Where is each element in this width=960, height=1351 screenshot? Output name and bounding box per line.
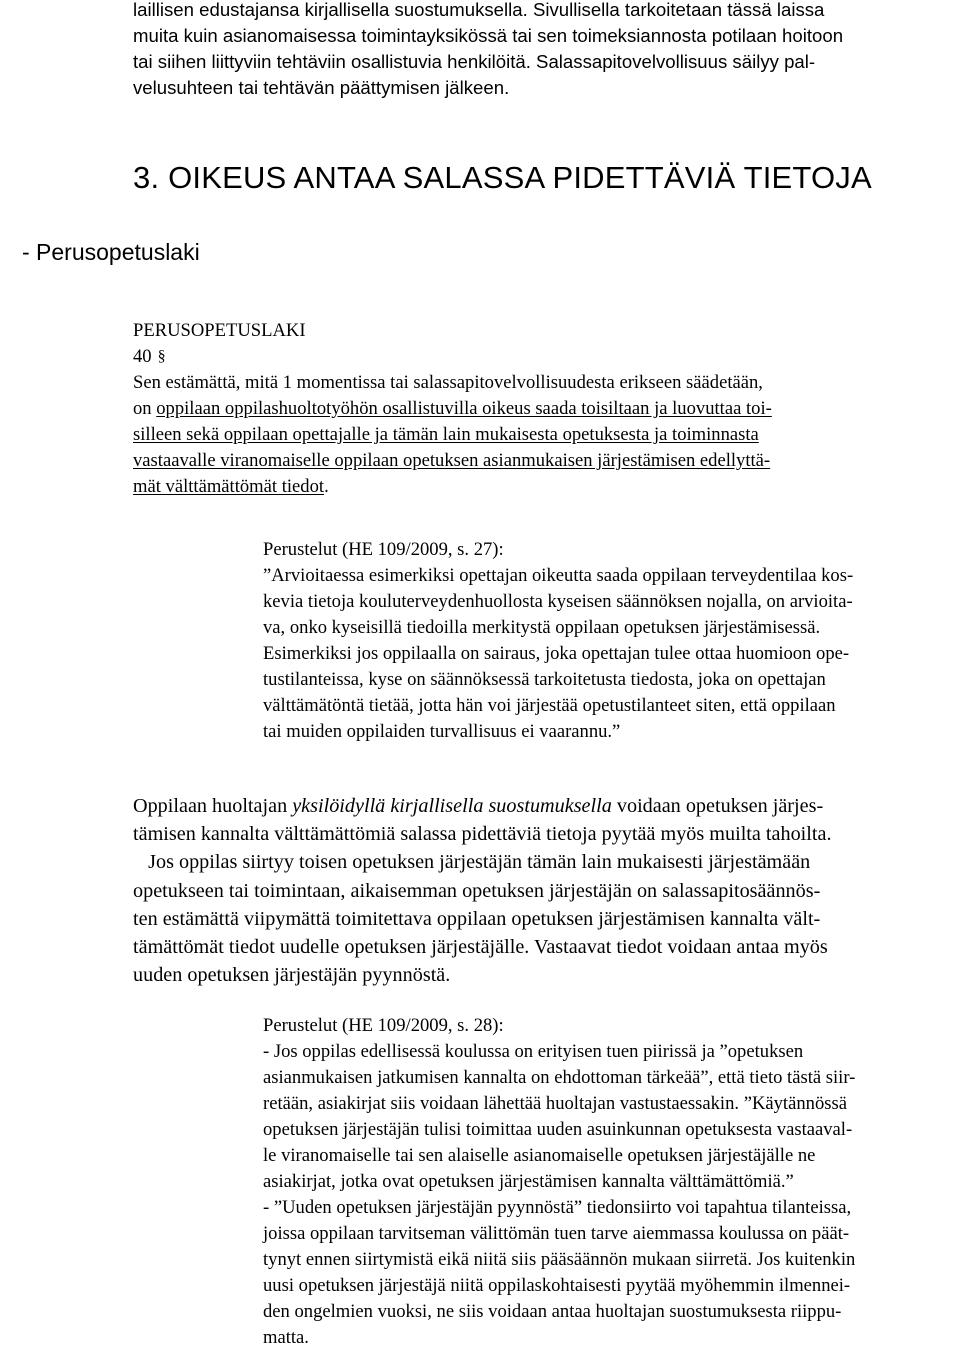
paragraph-line: tämisen kannalta välttämättömiä salassa pidettäviä tietoja pyytää myös muilta tahoilta. — [133, 823, 832, 846]
law-text-fragment: . — [324, 476, 329, 497]
basis-line: kevia tietoja kouluterveydenhuollosta kyseisen säännöksen nojalla, on arvioita- — [263, 591, 853, 612]
intro-paragraph — [133, 0, 843, 101]
paragraph-line: uuden opetuksen järjestäjän pyynnöstä. — [133, 964, 451, 987]
basis-line: tustilanteissa, kyse on säännöksessä tarkoitetusta tiedosta, joka on opettajan — [263, 669, 826, 690]
law-text-line: silleen sekä oppilaan opettajalle ja tämän lain mukaisesta opetuksesta ja toiminnasta — [133, 424, 759, 445]
sub-heading: - Perusopetuslaki — [22, 239, 200, 265]
law-excerpt — [133, 318, 772, 500]
basis-quote-27 — [263, 537, 853, 745]
section-number: 40 — [133, 346, 152, 367]
basis-line: va, onko kyseisillä tiedoilla merkitystä oppilaan opetuksen järjestämisessä. — [263, 617, 821, 638]
basis-line: - Jos oppilas edellisessä koulussa on erityisen tuen piirissä ja ”opetuksen — [263, 1041, 804, 1062]
section-sign: § — [157, 348, 166, 365]
law-text-fragment: on — [133, 398, 157, 419]
basis-line: uusi opetuksen järjestäjä niitä oppilaskohtaisesti pyytää myöhemmin ilmennei- — [263, 1275, 851, 1296]
paragraph-line — [133, 792, 832, 820]
basis-quote-28 — [263, 1013, 855, 1351]
intro-line: velusuhteen tai tehtävän päättymisen jälkeen. — [133, 77, 510, 98]
basis-title: Perustelut (HE 109/2009, s. 28): — [263, 1015, 504, 1036]
basis-title: Perustelut (HE 109/2009, s. 27): — [263, 539, 504, 560]
basis-line: opetuksen järjestäjän tulisi toimittaa uuden asuinkunnan opetuksesta vastaaval- — [263, 1119, 853, 1140]
law-text-line — [133, 474, 772, 500]
intro-line: laillisen edustajansa kirjallisella suostumuksella. Sivullisella tarkoitetaan tässä laissa — [133, 0, 825, 20]
basis-line: Esimerkiksi jos oppilaalla on sairaus, joka opettajan tulee ottaa huomioon ope- — [263, 643, 850, 664]
basis-line: retään, asiakirjat siis voidaan lähettää huoltajan vastustaessakin. ”Käytännössä — [263, 1093, 847, 1114]
basis-line: ”Arvioitaessa esimerkiksi opettajan oikeutta saada oppilaan terveydentilaa kos- — [263, 565, 854, 586]
paragraph-fragment: Oppilaan huoltajan — [133, 795, 293, 817]
basis-line: asiakirjat, jotka ovat opetuksen järjestämisen kannalta välttämättömiä.” — [263, 1171, 794, 1192]
law-text-underlined: mät välttämättömät tiedot — [133, 476, 325, 497]
main-paragraph — [133, 792, 832, 989]
paragraph-line: Jos oppilas siirtyy toisen opetuksen järjestäjän tämän lain mukaisesti järjestämään — [133, 851, 811, 874]
paragraph-line: opetukseen tai toimintaan, aikaisemman opetuksen järjestäjän on salassapitosäännös- — [133, 879, 821, 902]
basis-line: välttämätöntä tietää, jotta hän voi järjestää opetustilanteet siten, että oppilaan — [263, 695, 836, 716]
basis-line: - ”Uuden opetuksen järjestäjän pyynnöstä” tiedonsiirto voi tapahtua tilanteissa, — [263, 1197, 852, 1218]
law-text-line — [133, 396, 772, 422]
paragraph-italic: yksilöidyllä kirjallisella suostumuksella — [292, 795, 612, 817]
basis-line: joissa oppilaan tarvitseman välittömän tuen tarve aiemmassa koulussa on päät- — [263, 1223, 850, 1244]
law-section — [133, 344, 772, 370]
basis-line: tai muiden oppilaiden turvallisuus ei vaarannu.” — [263, 721, 621, 742]
basis-line: den ongelmien vuoksi, ne siis voidaan antaa huoltajan suostumuksesta riippu- — [263, 1301, 842, 1322]
paragraph-fragment: voidaan opetuksen järjes- — [611, 795, 824, 817]
basis-line: tynyt ennen siirtymistä eikä niitä siis pääsäännön mukaan siirretä. Jos kuitenkin — [263, 1249, 856, 1270]
law-text-line: Sen estämättä, mitä 1 momentissa tai salassapitovelvollisuudesta erikseen säädetään, — [133, 372, 763, 393]
paragraph-line: ten estämättä viipymättä toimitettava oppilaan opetuksen järjestämisen kannalta vält- — [133, 907, 821, 930]
law-text-line: vastaavalle viranomaiselle oppilaan opetuksen asianmukaisen järjestämisen edellyttä- — [133, 450, 771, 471]
paragraph-line: tämättömät tiedot uudelle opetuksen järjestäjälle. Vastaavat tiedot voidaan antaa myös — [133, 936, 828, 959]
intro-line: tai siihen liittyviin tehtäviin osallistuvia henkilöitä. Salassapitovelvollisuus säilyy pal- — [133, 51, 816, 72]
basis-line: matta. — [263, 1327, 309, 1348]
basis-line: le viranomaiselle tai sen alaiselle asianomaiselle opetuksen järjestäjälle ne — [263, 1145, 816, 1166]
intro-line: muita kuin asianomaisessa toimintayksikössä tai sen toimeksiannosta potilaan hoitoon — [133, 25, 844, 46]
law-name: PERUSOPETUSLAKI — [133, 320, 306, 341]
section-heading: 3. OIKEUS ANTAA SALASSA PIDETTÄVIÄ TIETOJA — [133, 160, 872, 195]
basis-line: asianmukaisen jatkumisen kannalta on ehdottoman tärkeää”, että tieto tästä siir- — [263, 1067, 856, 1088]
law-text-underlined: oppilaan oppilashuoltotyöhön osallistuvilla oikeus saada toisiltaan ja luovuttaa toi- — [156, 398, 772, 419]
